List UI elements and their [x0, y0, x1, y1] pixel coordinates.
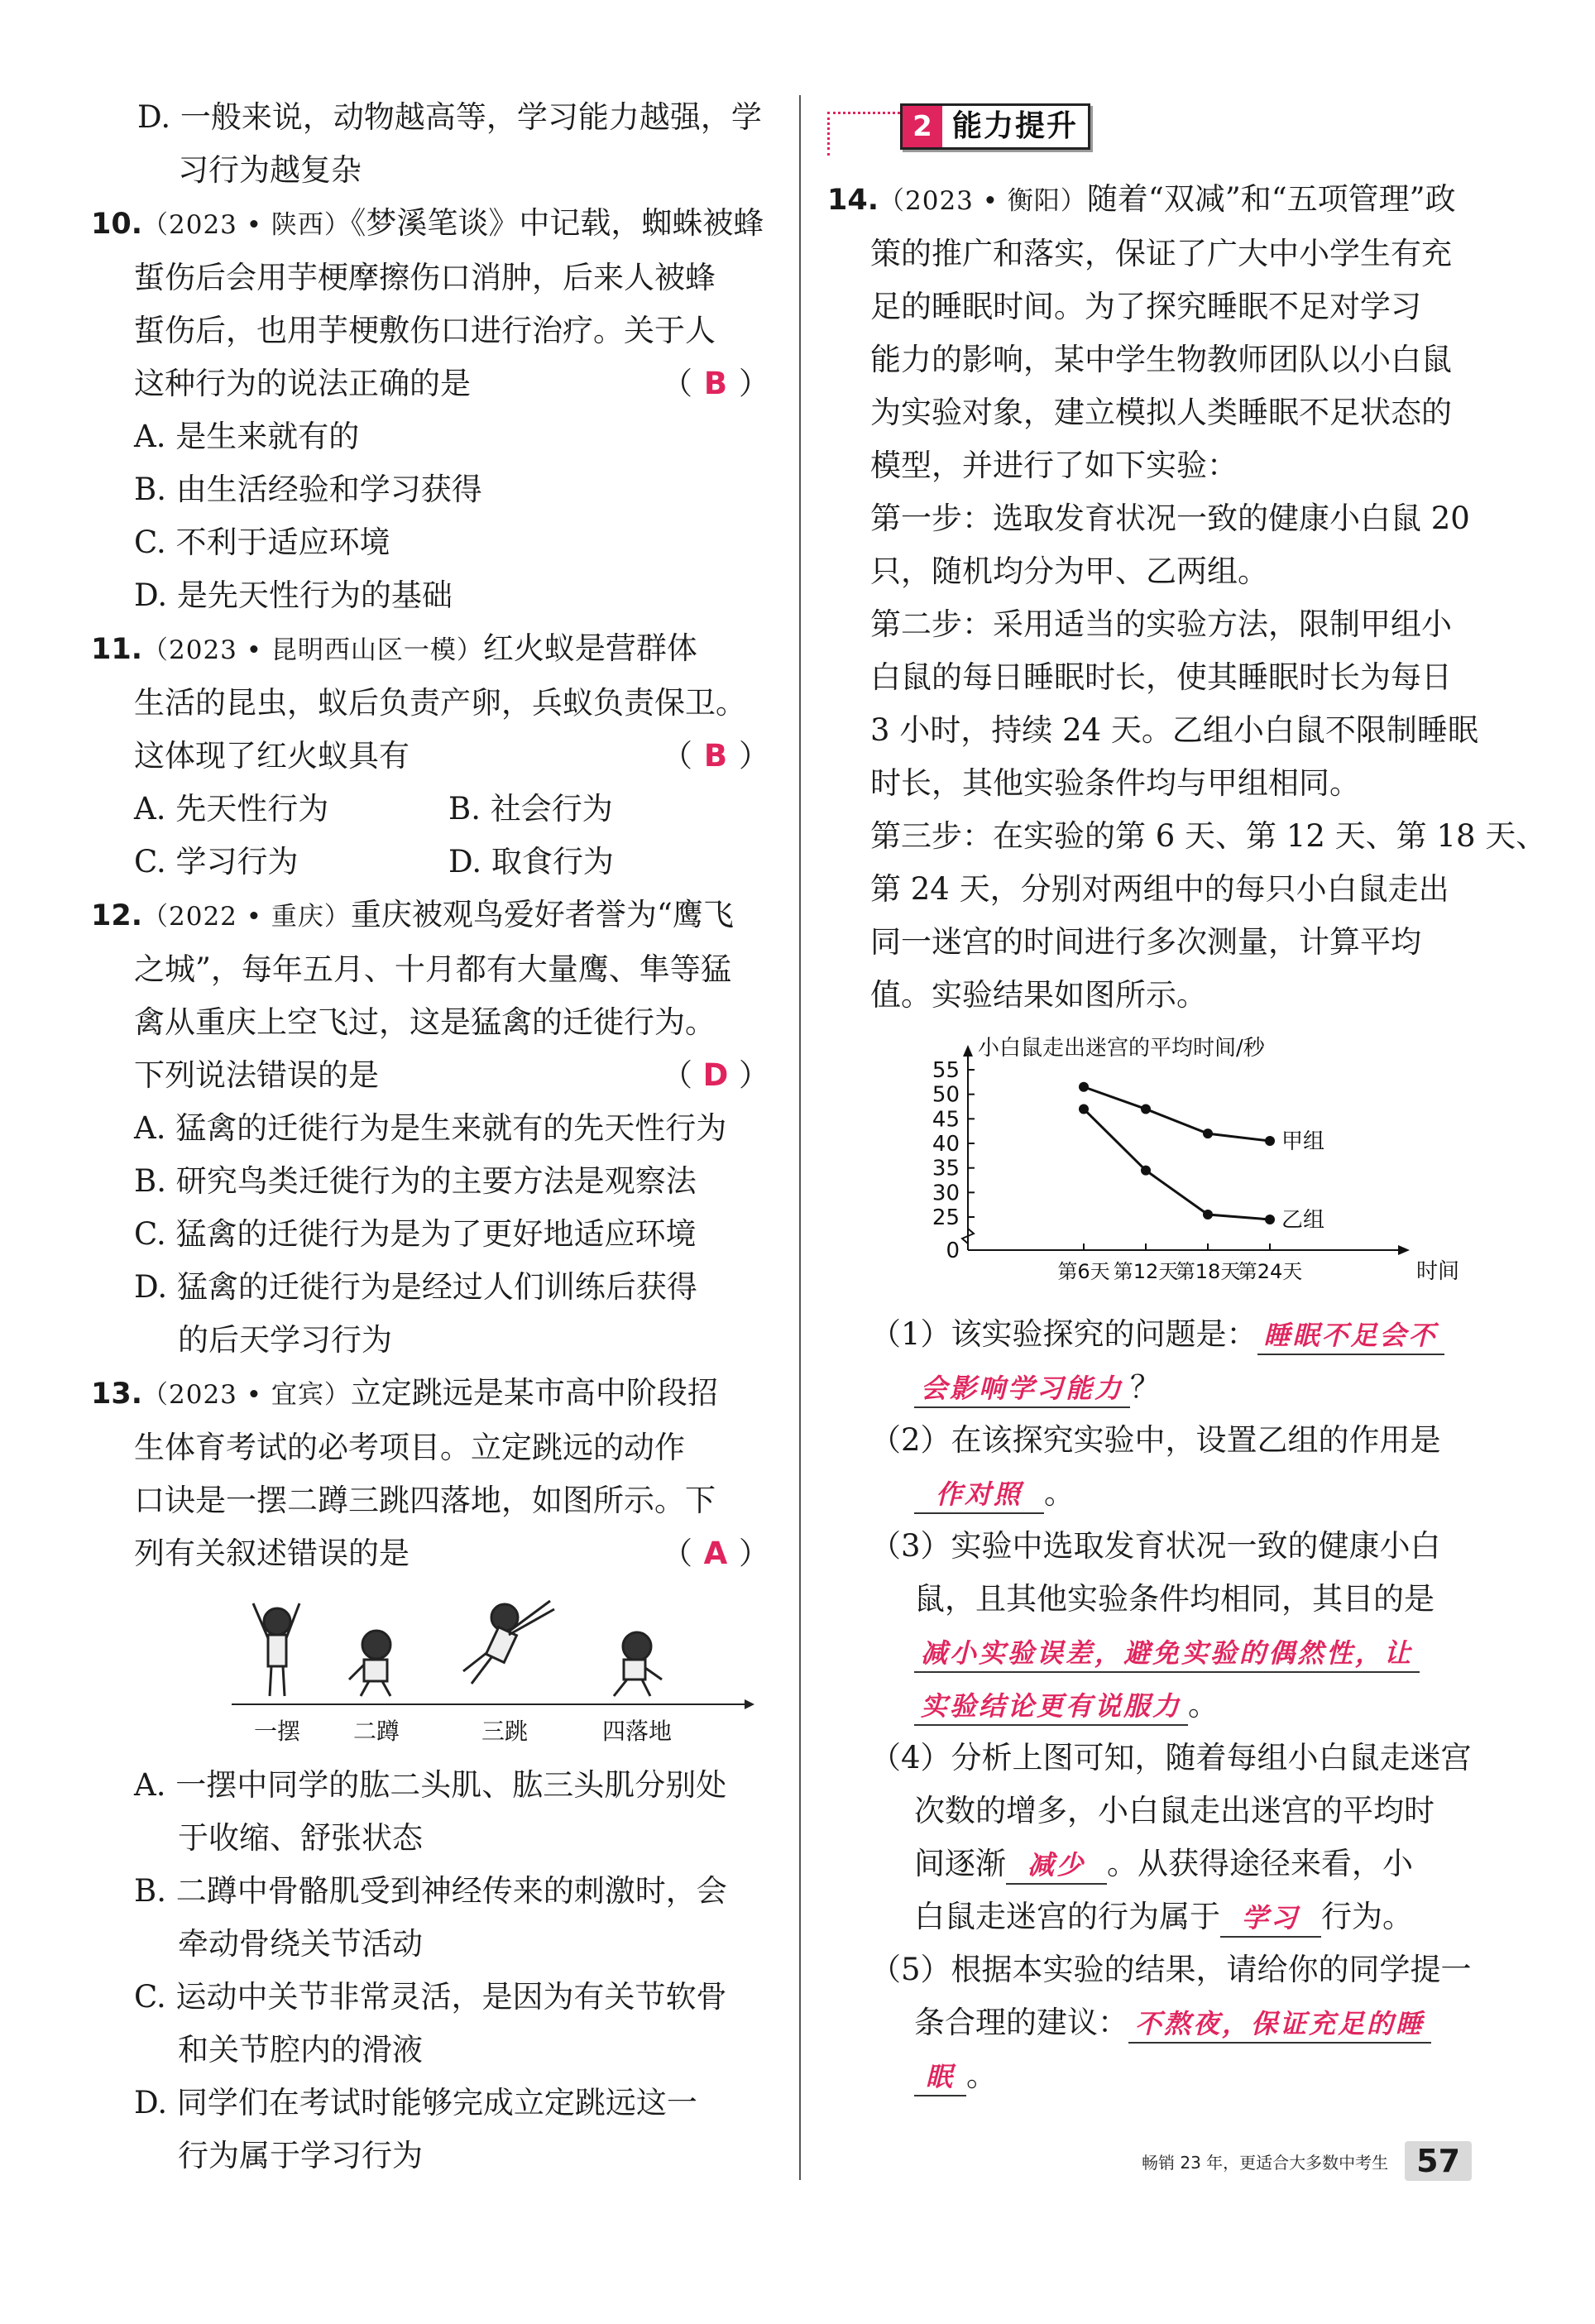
q14-sub3-answer-2: 实验结论更有说服力 — [914, 1688, 1188, 1726]
footer-text: 畅销 23 年，更适合大多数中考生 — [1142, 2152, 1389, 2173]
q14-step3-line-1: 第三步：在实验的第 6 天、第 12 天、第 18 天、 — [870, 818, 1547, 854]
q11-answer-box: （ B ） — [662, 730, 769, 783]
q12-option-c: C. 猛禽的迁徙行为是为了更好地适应环境 — [134, 1216, 697, 1252]
q10-number: 10. — [91, 208, 143, 241]
q10-answer-box: （ B ） — [662, 357, 769, 410]
q12-text: 重庆被观鸟爱好者誉为“鹰飞 — [350, 897, 734, 932]
chart-x-label: 时间 — [1416, 1259, 1460, 1284]
maze-chart-svg — [827, 1027, 1522, 1308]
q14-source: （2023 • 衡阳） — [879, 186, 1087, 216]
page-number: 57 — [1405, 2141, 1472, 2181]
page-footer — [1142, 2141, 1472, 2181]
q11-line-3 — [91, 730, 778, 783]
q13-option-c: C. 运动中关节非常灵活，是因为有关节软骨 — [134, 1979, 727, 2015]
q10-option-b: B. 由生活经验和学习获得 — [134, 472, 482, 507]
q14-sub1-answer-1: 睡眠不足会不 — [1257, 1317, 1444, 1355]
section-title: 能力提升 — [942, 106, 1088, 147]
q14-sub4-line-1: （4）分析上图可知，随着每组小白鼠走迷宫 — [870, 1740, 1472, 1775]
x-axis-arrow — [1398, 1245, 1410, 1255]
q10-text: 《梦溪笔谈》中记载，蜘蛛被蜂 — [350, 205, 764, 241]
q12-answer-box: （ D ） — [662, 1049, 769, 1102]
label-swing: 一摆 — [253, 1718, 301, 1745]
y-tick-label-35: 35 — [932, 1156, 960, 1181]
series-0-point-0 — [1079, 1082, 1089, 1092]
q11-line-2: 生活的昆虫，蚁后负责产卵，兵蚁负责保卫。 — [134, 685, 746, 721]
q14-line-6: 模型，并进行了如下实验： — [870, 448, 1238, 483]
q14-sub2-end: 。 — [1044, 1475, 1075, 1511]
q11-option-a: A. 先天性行为 — [134, 791, 329, 827]
q14-line-2: 策的推广和落实，保证了广大中小学生有充 — [870, 236, 1452, 271]
q12-option-d: D. 猛禽的迁徙行为是经过人们训练后获得 — [134, 1269, 697, 1305]
q14-step2-line-2: 白鼠的每日睡眠时长，使其睡眠时长为每日 — [870, 659, 1452, 695]
q13-text-end: 列有关叙述错误的是 — [134, 1536, 410, 1571]
q14-sub4-line-3 — [827, 1838, 1522, 1890]
x-tick-label-2: 第18天 — [1175, 1260, 1241, 1283]
q13-line-2: 生体育考试的必考项目。立定跳远的动作 — [134, 1430, 685, 1465]
figure-land — [614, 1632, 662, 1696]
q13-option-d-cont: 行为属于学习行为 — [178, 2138, 423, 2173]
q14-line-4: 能力的影响，某中学生物教师团队以小白鼠 — [870, 342, 1452, 377]
q14-sub4-answer-2: 学习 — [1220, 1900, 1321, 1938]
x-tick-label-1: 第12天 — [1113, 1260, 1179, 1283]
maze-chart — [827, 1027, 1522, 1308]
q11-answer: B — [703, 738, 728, 774]
q14-sub4-text-b: 。从获得途径来看，小 — [1107, 1846, 1414, 1881]
q11-text-end: 这体现了红火蚁具有 — [134, 738, 410, 774]
figure-squat — [349, 1631, 390, 1696]
q13-line-4 — [91, 1527, 778, 1580]
long-jump-illustration — [91, 1588, 778, 1754]
q10-line-1 — [91, 197, 778, 252]
q13-answer-box: （ A ） — [662, 1527, 769, 1580]
q14-step3-line-3: 同一迷宫的时间进行多次测量，计算平均 — [870, 924, 1421, 960]
q14-sub3-answer-1: 减小实验误差，避免实验的偶然性，让 — [914, 1635, 1420, 1673]
q12-line-3: 禽从重庆上空飞过，这是猛禽的迁徙行为。 — [134, 1004, 716, 1040]
q14-sub5-answer-2: 眠 — [914, 2058, 966, 2096]
q14-sub4-line-2: 次数的增多，小白鼠走出迷宫的平均时 — [914, 1793, 1435, 1828]
figure-swing — [253, 1603, 299, 1696]
y-tick-label-55: 55 — [932, 1058, 960, 1083]
series-1-point-2 — [1203, 1210, 1213, 1220]
x-tick-label-0: 第6天 — [1057, 1260, 1110, 1283]
q14-sub2-line-1: （2）在该探究实验中，设置乙组的作用是 — [870, 1422, 1441, 1458]
q14-step3-line-2: 第 24 天，分别对两组中的每只小白鼠走出 — [870, 871, 1449, 907]
series-label-1: 乙组 — [1281, 1207, 1325, 1233]
q14-sub1-line-2 — [827, 1361, 1522, 1414]
q13-option-a-cont: 于收缩、舒张状态 — [178, 1820, 423, 1856]
q14-step1-line-1: 第一步：选取发育状况一致的健康小白鼠 20 — [870, 501, 1470, 536]
y-tick-label-0: 0 — [946, 1239, 960, 1263]
y-tick-label-45: 45 — [932, 1107, 960, 1133]
y-axis-arrow — [963, 1045, 973, 1057]
q14-line-5: 为实验对象，建立模拟人类睡眠不足状态的 — [870, 395, 1452, 430]
q13-line-3: 口诀是一摆二蹲三跳四落地，如图所示。下 — [134, 1483, 716, 1518]
left-column — [91, 91, 778, 2183]
q14-step3-line-4: 值。实验结果如图所示。 — [870, 977, 1207, 1013]
q14-sub1-end: ？ — [1130, 1369, 1162, 1405]
figure-jump — [463, 1601, 554, 1684]
q10-line-2: 蜇伤后会用芋梗摩擦伤口消肿，后来人被蜂 — [134, 260, 716, 295]
q14-sub4-answer-1: 减少 — [1006, 1847, 1107, 1885]
q13-line-1 — [91, 1367, 778, 1421]
label-squat: 二蹲 — [352, 1718, 400, 1745]
q14-sub5-end: 。 — [966, 2058, 998, 2093]
q14-sub2-answer: 作对照 — [914, 1476, 1044, 1514]
q14-line-3: 足的睡眠时间。为了探究睡眠不足对学习 — [870, 289, 1421, 324]
q12-line-2: 之城”，每年五月、十月都有大量鹰、隼等猛 — [134, 951, 731, 987]
label-jump: 三跳 — [481, 1718, 529, 1745]
series-1-point-3 — [1265, 1215, 1275, 1224]
series-line-1 — [1084, 1109, 1270, 1220]
q14-sub4-text-a: 间逐渐 — [914, 1846, 1006, 1881]
q14-sub2-line-2 — [827, 1467, 1522, 1520]
series-label-0: 甲组 — [1281, 1129, 1325, 1155]
section-number: 2 — [903, 106, 942, 147]
q14-sub5-line-3 — [827, 2049, 1522, 2102]
q14-sub3-line-1: （3）实验中选取发育状况一致的健康小白 — [870, 1528, 1441, 1564]
section-badge — [900, 103, 1090, 150]
long-jump-figure — [91, 1588, 778, 1754]
q13-source: （2023 • 宜宾） — [142, 1380, 351, 1410]
q13-text: 立定跳远是某市高中阶段招 — [350, 1375, 718, 1411]
column-divider — [799, 95, 801, 2180]
series-0-point-1 — [1141, 1104, 1151, 1114]
q13-option-d: D. 同学们在考试时能够完成立定跳远这一 — [134, 2085, 697, 2120]
y-tick-label-50: 50 — [932, 1082, 960, 1108]
q10-line-3: 蜇伤后，也用芋梗敷伤口进行治疗。关于人 — [134, 313, 716, 348]
series-0-point-3 — [1265, 1136, 1275, 1146]
q10-source: （2023 • 陕西） — [142, 210, 351, 240]
q12-source: （2022 • 重庆） — [142, 902, 351, 932]
q13-answer: A — [703, 1536, 728, 1571]
q14-sub3-line-2: 鼠，且其他实验条件均相同，其目的是 — [914, 1581, 1435, 1617]
series-1-point-1 — [1141, 1166, 1151, 1176]
right-column — [827, 103, 1547, 2102]
q14-sub4-text-c: 白鼠走迷宫的行为属于 — [914, 1899, 1220, 1934]
q11-options-row-2 — [91, 836, 778, 889]
q12-text-end: 下列说法错误的是 — [134, 1057, 379, 1093]
q11-text: 红火蚁是营群体 — [482, 630, 697, 666]
q14-sub3-line-4 — [827, 1679, 1522, 1732]
q11-option-c: C. 学习行为 — [134, 844, 299, 879]
label-land: 四落地 — [601, 1718, 673, 1745]
section-header — [827, 103, 1522, 158]
q14-sub5-line-1: （5）根据本实验的结果，请给你的同学提一 — [870, 1952, 1472, 1987]
q10-answer: B — [703, 366, 728, 401]
q12-number: 12. — [91, 899, 143, 932]
q11-option-d: D. 取食行为 — [448, 844, 614, 879]
q12-answer: D — [702, 1057, 729, 1093]
q11-option-b: B. 社会行为 — [448, 791, 613, 827]
q14-sub1-line-1 — [827, 1308, 1522, 1361]
q9-option-d-cont: 习行为越复杂 — [178, 152, 362, 188]
x-tick-label-3: 第24天 — [1237, 1260, 1303, 1283]
chart-y-label: 小白鼠走出迷宫的平均时间/秒 — [978, 1036, 1265, 1061]
q13-option-c-cont: 和关节腔内的滑液 — [178, 2032, 423, 2068]
q10-option-d: D. 是先天性行为的基础 — [134, 577, 453, 613]
q14-sub5-answer-1: 不熬夜，保证充足的睡 — [1128, 2005, 1431, 2044]
q13-option-b-cont: 牵动骨绕关节活动 — [178, 1926, 423, 1962]
q11-number: 11. — [91, 633, 143, 666]
q10-option-c: C. 不利于适应环境 — [134, 525, 390, 560]
q14-sub1-answer-2: 会影响学习能力 — [914, 1370, 1130, 1408]
q10-line-4 — [91, 357, 778, 410]
q11-source: （2023 • 昆明西山区一模） — [142, 635, 483, 665]
ground-arrow — [745, 1699, 754, 1709]
series-0-point-2 — [1203, 1128, 1213, 1138]
q12-option-d-cont: 的后天学习行为 — [178, 1322, 392, 1358]
q14-number: 14. — [827, 184, 879, 217]
series-1-point-0 — [1079, 1104, 1089, 1114]
q14-sub5-line-2 — [827, 1996, 1522, 2049]
q14-line-1 — [827, 173, 1522, 228]
q14-step2-line-1: 第二步：采用适当的实验方法，限制甲组小 — [870, 606, 1452, 642]
q12-line-4 — [91, 1049, 778, 1102]
q14-sub3-end: 。 — [1188, 1687, 1219, 1723]
q14-sub3-line-3 — [827, 1626, 1522, 1679]
q14-sub4-text-d: 行为。 — [1321, 1899, 1414, 1934]
series-line-0 — [1084, 1087, 1270, 1141]
q13-option-b: B. 二蹲中骨骼肌受到神经传来的刺激时，会 — [134, 1873, 727, 1909]
q14-step2-line-3: 3 小时，持续 24 天。乙组小白鼠不限制睡眠 — [870, 712, 1478, 748]
y-tick-label-40: 40 — [932, 1132, 960, 1157]
q13-option-a: A. 一摆中同学的肱二头肌、肱三头肌分别处 — [134, 1767, 727, 1803]
y-tick-label-25: 25 — [932, 1205, 960, 1230]
q11-line-1 — [91, 622, 778, 677]
q14-step1-line-2: 只，随机均分为甲、乙两组。 — [870, 553, 1268, 589]
q12-option-a: A. 猛禽的迁徙行为是生来就有的先天性行为 — [134, 1110, 727, 1146]
q12-line-1 — [91, 889, 778, 943]
q12-option-b: B. 研究鸟类迁徙行为的主要方法是观察法 — [134, 1163, 697, 1199]
q14-sub5-text: 条合理的建议： — [914, 2005, 1128, 2040]
q10-text-end: 这种行为的说法正确的是 — [134, 366, 471, 401]
q9-option-d: D. 一般来说，动物越高等，学习能力越强，学 — [137, 99, 762, 135]
y-tick-label-30: 30 — [932, 1181, 960, 1206]
q14-sub4-line-4 — [827, 1890, 1522, 1943]
q14-step2-line-4: 时长，其他实验条件均与甲组相同。 — [870, 765, 1360, 801]
q10-option-a: A. 是生来就有的 — [134, 419, 360, 454]
section-dots — [827, 112, 900, 156]
q11-options-row-1 — [91, 783, 778, 836]
q14-sub1-question: （1）该实验探究的问题是： — [870, 1316, 1257, 1352]
q13-number: 13. — [91, 1378, 143, 1411]
q14-text: 随着“双减”和“五项管理”政 — [1086, 181, 1456, 217]
